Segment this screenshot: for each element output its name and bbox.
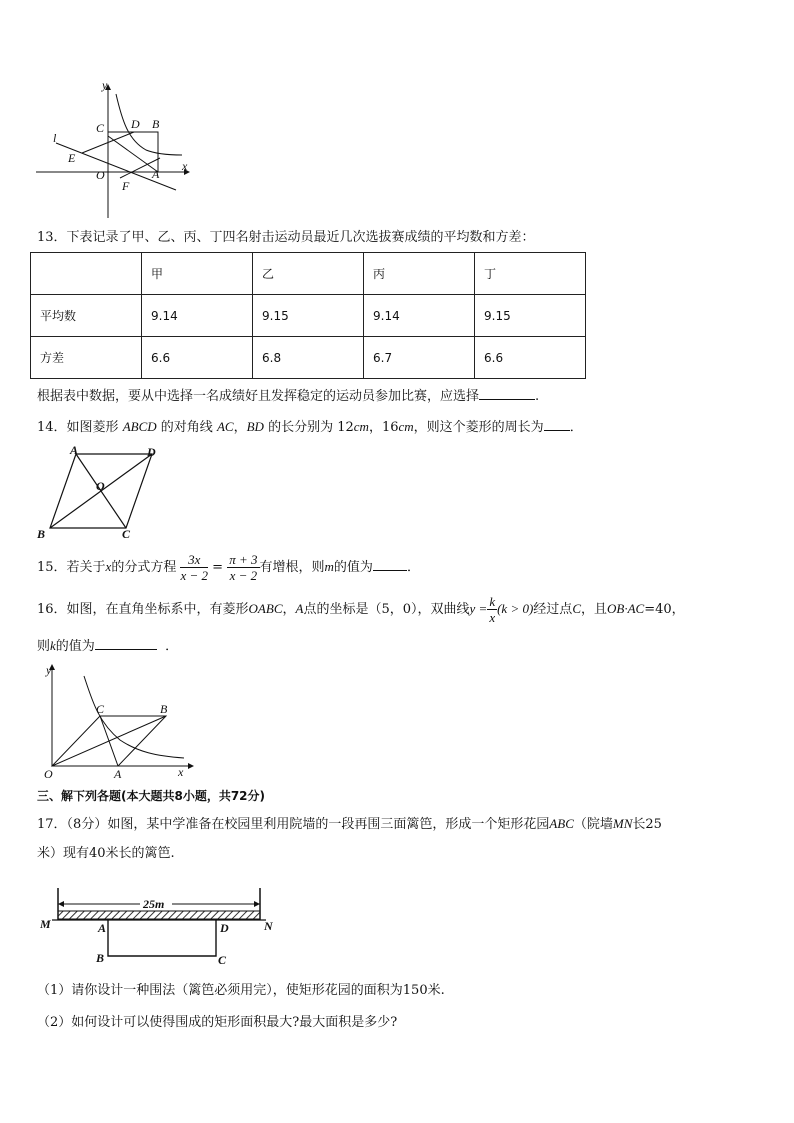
- q16-text: ，: [282, 602, 296, 617]
- q17-text: （院墙: [573, 817, 613, 832]
- table-cell: 6.7: [364, 337, 475, 379]
- label-f: F: [122, 179, 130, 193]
- q14-text: 14．如图菱形: [37, 420, 119, 435]
- fraction-rhs: [227, 552, 259, 583]
- label-n: N: [264, 919, 273, 933]
- equals-sign: =: [212, 560, 224, 575]
- q14-value: 12: [337, 420, 354, 435]
- q16-var: OB·AC: [607, 601, 645, 616]
- q16-text: =40，: [644, 602, 685, 617]
- q16-var: y =: [469, 601, 488, 616]
- fraction-denominator: x − 2: [180, 568, 209, 583]
- q16-var: A: [295, 601, 304, 616]
- label-a: A: [152, 167, 160, 181]
- label-m: M: [40, 917, 51, 931]
- table-cell: 9.14: [142, 295, 253, 337]
- label-o: O: [96, 168, 105, 182]
- q16-text: 则: [37, 639, 51, 654]
- q15-text: 有增根，则: [259, 560, 325, 575]
- q14-end: ．: [569, 420, 583, 435]
- table-header-row: [31, 253, 586, 295]
- q16-condition: (k > 0): [497, 601, 534, 616]
- label-b: B: [96, 951, 105, 965]
- fraction-numerator: k: [489, 594, 496, 609]
- q17-line2: 米）现有40米长的篱笆.: [37, 846, 175, 861]
- table-cell: 甲: [142, 253, 253, 295]
- table-cell: 方差: [31, 337, 142, 379]
- q14-text: 的对角线: [160, 420, 213, 435]
- label-d: D: [131, 117, 140, 131]
- q16-text: 的值为: [55, 639, 95, 654]
- q14-unit: cm: [353, 419, 369, 434]
- label-b: B: [37, 527, 46, 541]
- q14-var: BD: [246, 419, 264, 434]
- label-c: C: [96, 702, 105, 716]
- q16-end: ．: [165, 639, 179, 654]
- answer-blank[interactable]: [95, 637, 157, 650]
- length-label: 25m: [143, 897, 165, 911]
- label-d: D: [220, 921, 229, 935]
- q17-text: 17．（8分）如图，某中学准备在校园里利用院墙的一段再围三面篱笆，形成一个矩形花园: [37, 817, 550, 832]
- q13-end: .: [535, 389, 540, 404]
- q14-value: 16: [381, 420, 399, 435]
- q15-text: 15．若关于: [37, 560, 106, 575]
- q14-text: 的长分别为: [268, 420, 334, 435]
- q14-text: ，则这个菱形的周长为: [413, 420, 544, 435]
- score-table: [30, 252, 586, 379]
- fraction-denominator: x − 2: [229, 568, 258, 583]
- label-a: A: [98, 921, 107, 935]
- q15-var: x: [105, 559, 112, 574]
- label-c: C: [122, 527, 131, 541]
- q17-text: 长25: [632, 817, 662, 832]
- q16-var: k: [50, 638, 56, 653]
- q14-text: ，: [368, 420, 382, 435]
- q14-unit: cm: [398, 419, 414, 434]
- answer-blank[interactable]: [373, 558, 407, 571]
- answer-blank[interactable]: [544, 418, 570, 431]
- fraction-lhs: [180, 552, 208, 583]
- figure-q12: [36, 80, 196, 222]
- q15-stem: [37, 550, 420, 585]
- q16-text: ，且: [580, 602, 607, 617]
- q14-stem: [37, 418, 583, 437]
- figure-q17: [40, 884, 280, 966]
- table-cell: [31, 253, 142, 295]
- q16-line2: [37, 637, 178, 656]
- table-cell: 乙: [253, 253, 364, 295]
- label-e: E: [68, 151, 76, 165]
- table-cell: 丙: [364, 253, 475, 295]
- label-b: B: [160, 702, 168, 716]
- q13-stem: 13．下表记录了甲、乙、丙、丁四名射击运动员最近几次选拔赛成绩的平均数和方差：: [37, 230, 535, 245]
- q17-line1: [37, 815, 662, 834]
- label-d: D: [147, 445, 156, 459]
- label-y: y: [46, 663, 52, 677]
- fraction-k-over-x: [487, 594, 497, 625]
- fence: [108, 920, 216, 956]
- label-o: O: [96, 479, 105, 493]
- q16-var: C: [572, 601, 581, 616]
- q13-question-text: 根据表中数据，要从中选择一名成绩好且发挥稳定的运动员参加比赛，应选择: [37, 389, 480, 404]
- q15-text: 的分式方程: [111, 560, 177, 575]
- q17-sub1: （1）请你设计一种围法（篱笆必须用完），使矩形花园的面积为150米.: [37, 983, 445, 998]
- table-cell: 6.8: [253, 337, 364, 379]
- figure-q16: [38, 660, 198, 782]
- section-heading: 三、解下列各题(本大题共8小题，共72分): [37, 789, 266, 803]
- label-c: C: [96, 121, 105, 135]
- q16-text: 16．如图，在直角坐标系中，有菱形: [37, 602, 249, 617]
- fraction-denominator: x: [489, 610, 496, 625]
- label-l: l: [53, 131, 57, 145]
- q14-var: AC: [216, 419, 234, 434]
- table-cell: 6.6: [142, 337, 253, 379]
- wall-mn: [58, 911, 260, 919]
- label-b: B: [152, 117, 160, 131]
- q17-var: ABC: [549, 816, 574, 831]
- fraction-numerator: 3x: [180, 552, 208, 568]
- table-cell: 平均数: [31, 295, 142, 337]
- q15-var: m: [324, 559, 334, 574]
- label-a: A: [114, 767, 122, 781]
- q16-text: 经过点: [533, 602, 573, 617]
- table-cell: 6.6: [475, 337, 586, 379]
- answer-blank[interactable]: [479, 387, 535, 400]
- q16-var: OABC: [248, 601, 283, 616]
- hyperbola-curve: [116, 94, 182, 155]
- q15-end: ．: [406, 560, 420, 575]
- figure-q14: [34, 444, 164, 542]
- q16-text: 点的坐标是（5，0），双曲线: [303, 602, 470, 617]
- table-row: [31, 295, 586, 337]
- label-y: y: [102, 80, 108, 92]
- label-o: O: [44, 767, 53, 781]
- table-cell: 9.14: [364, 295, 475, 337]
- table-cell: 9.15: [253, 295, 364, 337]
- fraction-numerator: π + 3: [229, 552, 258, 567]
- q13-question: [37, 387, 539, 406]
- q17-sub2: （2）如何设计可以使得围成的矩形面积最大?最大面积是多少?: [37, 1015, 398, 1030]
- table-cell: 丁: [475, 253, 586, 295]
- table-row: [31, 337, 586, 379]
- q16-stem: [37, 592, 685, 627]
- q15-text: 的值为: [333, 560, 373, 575]
- label-c: C: [218, 953, 227, 966]
- label-x: x: [178, 765, 184, 779]
- q14-var: ABCD: [122, 419, 157, 434]
- q17-var: MN: [612, 816, 633, 831]
- q14-text: ，: [233, 420, 247, 435]
- label-a: A: [70, 444, 79, 457]
- table-cell: 9.15: [475, 295, 586, 337]
- label-x: x: [182, 159, 188, 173]
